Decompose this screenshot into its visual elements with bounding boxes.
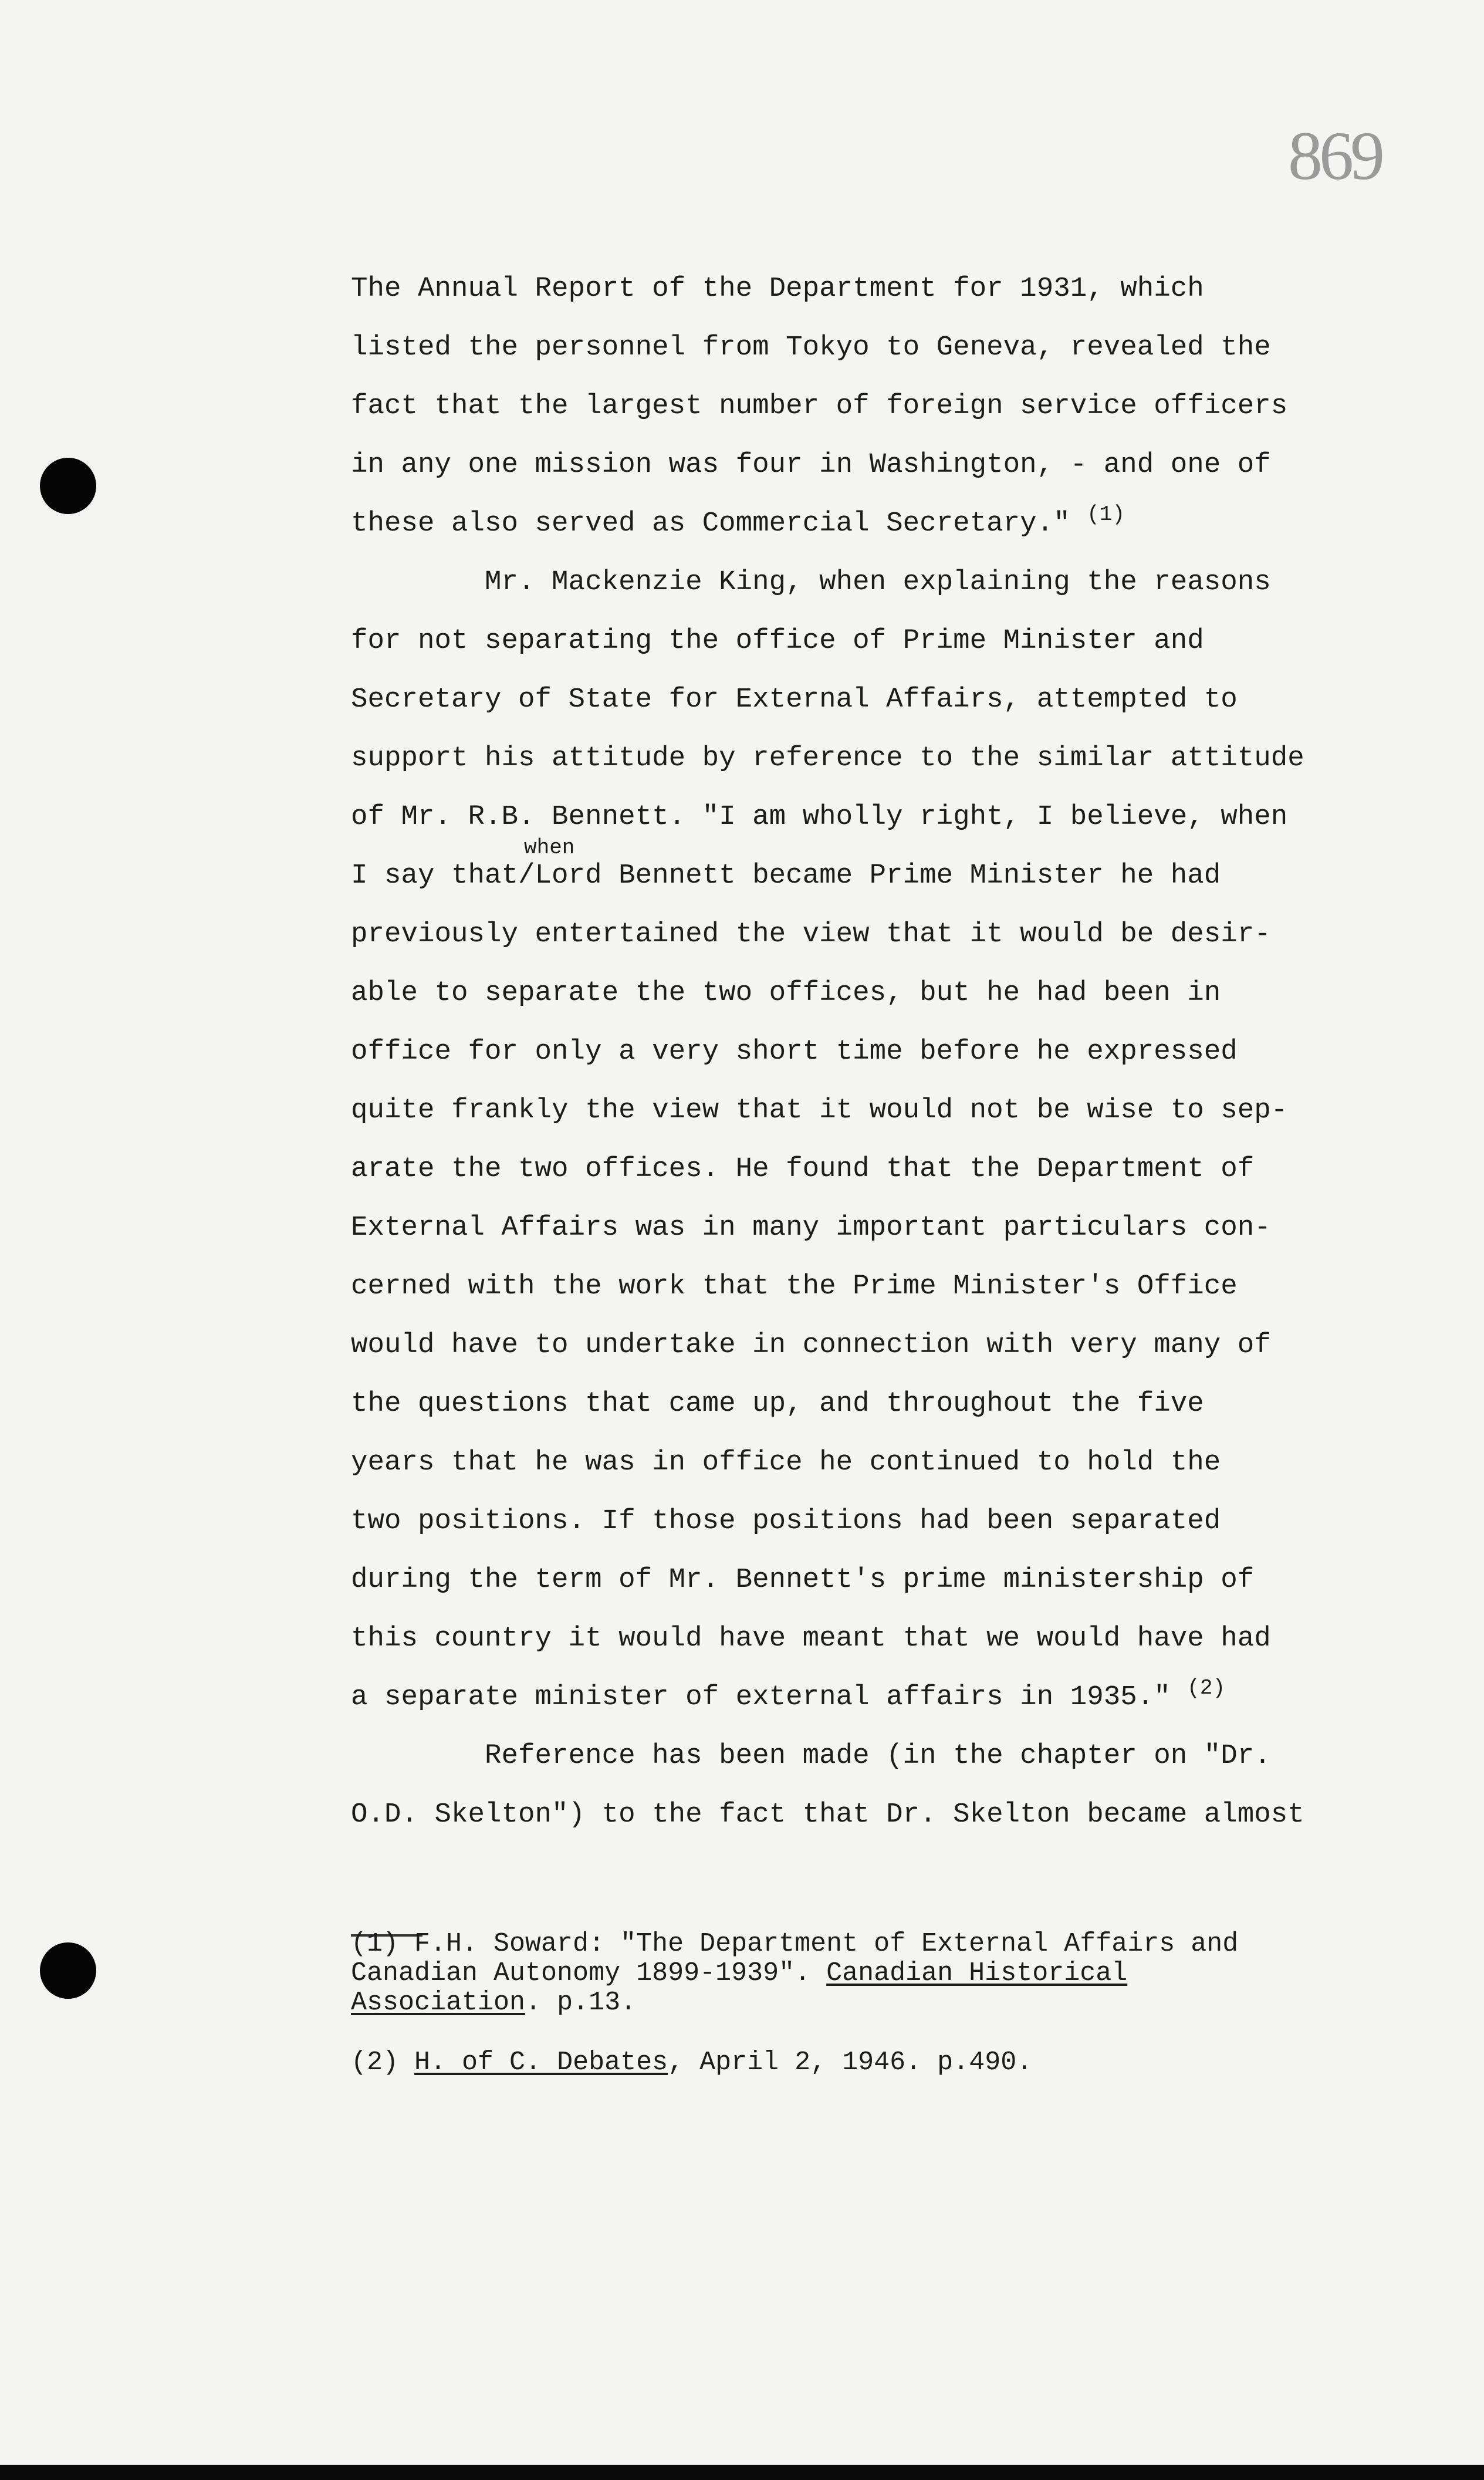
text-segment: (2) — [351, 2047, 415, 2077]
text-line: the questions that came up, and throughout the five — [351, 1388, 1204, 1420]
footnote-source-title: Canadian Historical — [826, 1958, 1128, 1988]
punch-hole-bottom — [40, 1942, 96, 1999]
text-line: cerned with the work that the Prime Minister's Office — [351, 1271, 1238, 1302]
text-line: previously entertained the view that it would be desir- — [351, 918, 1271, 950]
text-line: Reference has been made (in the chapter on "Dr. — [351, 1740, 1271, 1772]
text-segment: a separate minister of external affairs in 1935." — [351, 1681, 1171, 1713]
text-line: able to separate the two offices, but he had been in — [351, 977, 1221, 1009]
text-line: I say that/Lord Bennett became Prime Minister he had — [351, 860, 1221, 891]
handwritten-insertion: when — [524, 836, 575, 860]
text-line: listed the personnel from Tokyo to Geneva, revealed the — [351, 332, 1271, 363]
text-line: O.D. Skelton") to the fact that Dr. Skelton became almost — [351, 1799, 1304, 1830]
footnote-1-line-1: (1) F.H. Soward: "The Department of External Affairs and — [351, 1929, 1239, 1959]
text-line: Mr. Mackenzie King, when explaining the reasons — [351, 566, 1271, 598]
footnote-2 — [351, 2048, 1032, 2077]
text-line: of Mr. R.B. Bennett. "I am wholly right, I believe, when — [351, 801, 1288, 833]
text-line: in any one mission was four in Washington, - and one of — [351, 449, 1271, 481]
text-segment: . p.13. — [525, 1988, 637, 2018]
footnote-1-line-3 — [351, 1988, 636, 2018]
text-line: this country it would have meant that we would have had — [351, 1623, 1271, 1654]
punch-hole-top — [40, 458, 96, 514]
text-line: fact that the largest number of foreign service officers — [351, 390, 1288, 422]
footnote-reference: (1) — [1087, 502, 1125, 526]
text-line: two positions. If those positions had been separated — [351, 1505, 1221, 1537]
scan-bottom-edge — [0, 2465, 1484, 2480]
text-line: arate the two offices. He found that the Department of — [351, 1153, 1255, 1185]
text-line — [351, 1676, 1226, 1717]
text-line: quite frankly the view that it would not be wise to sep- — [351, 1094, 1288, 1126]
text-line: for not separating the office of Prime Minister and — [351, 625, 1204, 657]
text-line: office for only a very short time before he expressed — [351, 1036, 1238, 1067]
footnote-source-title: Association — [351, 1988, 526, 2018]
text-line: The Annual Report of the Department for 1931, which — [351, 273, 1204, 305]
text-line: Secretary of State for External Affairs, attempted to — [351, 684, 1238, 715]
text-segment: Canadian Autonomy 1899-1939". — [351, 1958, 827, 1988]
text-segment: these also served as Commercial Secretary." — [351, 508, 1070, 539]
footnote-source-title: H. of C. Debates — [414, 2047, 668, 2077]
footnote-1-line-2 — [351, 1959, 1127, 1988]
page-number: 869 — [1288, 117, 1381, 194]
text-line: would have to undertake in connection with very many of — [351, 1329, 1271, 1361]
text-segment: , April 2, 1946. p.490. — [668, 2047, 1033, 2077]
text-line: External Affairs was in many important particulars con- — [351, 1212, 1271, 1244]
text-line: support his attitude by reference to the similar attitude — [351, 742, 1304, 774]
text-line: years that he was in office he continued to hold the — [351, 1447, 1221, 1478]
text-line — [351, 502, 1125, 543]
footnote-reference: (2) — [1187, 1676, 1226, 1700]
text-line: during the term of Mr. Bennett's prime ministership of — [351, 1564, 1255, 1596]
